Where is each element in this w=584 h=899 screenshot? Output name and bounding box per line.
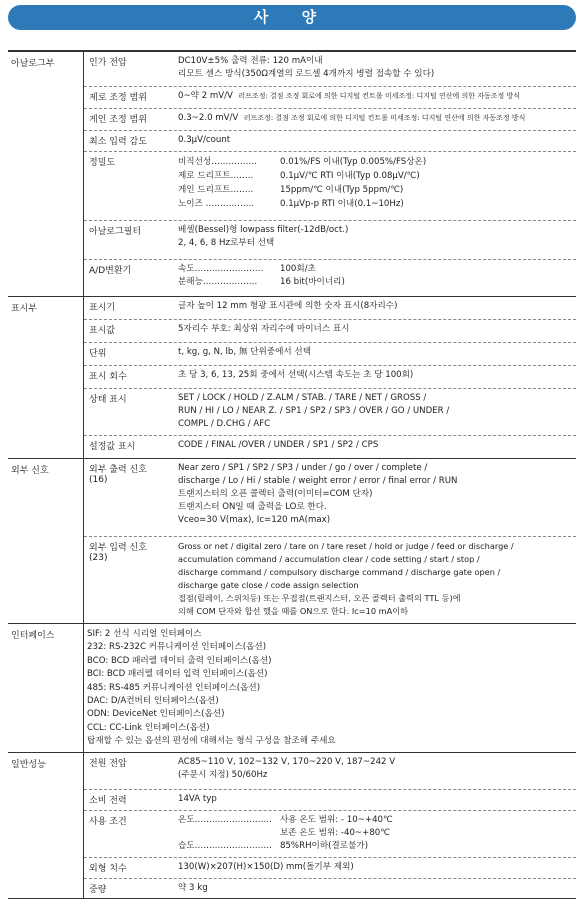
spec-table [8,50,576,899]
section-header: 아날로그부 [11,59,55,69]
section-header: 표시부 [11,304,38,314]
section-interface: 인터페이스 SIF: 2 선식 시리얼 인터페이스 232: RS-232C 커뮤니케이션 인터페이스(옵션) BCO: BCD 패러렐 데이터 출력 인터페이스(옵션) BCI: BCD 패러렐 데이터 입력 인터페이스(옵션) 485: RS-485 커뮤니케이션 인터페이스(옵션) DAC: D/A컨버터 인터페이스(옵션) ODN: DeviceNet 인터페이스(옵션) CCL: CC-Link 인터페이스(옵션) 탑재할 수 있는 옵션의 편성에 대해서는 형식 구성을 참조해 주세요 [8,624,576,753]
section-header: 일반성능 [11,760,46,770]
row-analog-filter: 아날로그필터 베셀(Bessel)형 lowpass filter(-12dB/oct.) 2, 4, 6, 8 Hz로부터 선택 [84,221,576,260]
row-status-display: 상태 표시 SET / LOCK / HOLD / Z.ALM / STAB. / TARE / NET / GROSS / RUN / HI / LO / NEAR Z. / SP1 / SP2 / SP3 / OVER / GO / UNDER / COMPL / D.CHG / AFC [84,389,576,436]
row-display-rate: 표시 회수 초 당 3, 6, 13, 25회 중에서 선택(시스템 속도는 초 당 100회) [84,366,576,389]
row-zero-adjust: 제로 조정 범위 0~약 2 mV/V 러프조정: 결점 조정 회로에 의한 디지털 컨트롤 미세조정: 디지털 연산에 의한 자동조정 방식 [84,87,576,109]
row-power-consumption: 소비 전력 14VA typ [84,790,576,811]
row-unit: 단위 t, kg, g, N, lb, 無 단위중에서 선택 [84,343,576,366]
row-gain-adjust: 게인 조정 범위 0.3~2.0 mV/V 러프조정: 결점 조정 회로에 의한 디지털 컨트롤 미세조정: 디지털 연산에 의한 자동조정 방식 [84,109,576,131]
row-display: 표시기 글자 높이 12 mm 형광 표시관에 의한 숫자 표시(8자리수) [84,297,576,320]
row-dimensions: 외형 치수 130(W)×207(H)×150(D) mm(돌기부 제외) [84,858,576,879]
row-external-output: 외부 출력 신호 (16) Near zero / SP1 / SP2 / SP3 / under / go / over / complete / discharge / Lo / Hi / stable / weight error / error / final error / RUN 트랜지스터의 오픈 콜렉터 출력(이미터=COM 단자) 트랜지스터 ON일 때 출력을 LO로 한다. Vceo=30 V(max), Ic=120 mA(max) [84,459,576,537]
row-supply-voltage: 인가 전압 DC10V±5% 출력 전류: 120 mA이내 리모트 센스 방식(350Ω계열의 로드셀 4개까지 병렬 접속할 수 있다) [84,52,576,87]
row-accuracy: 정밀도 비직선성……………. 0.01%/FS 이내(Typ 0.005%/FS상온) 제로 드리프트…….. 0.1μV/℃ RTI 이내(Typ 0.08μV/℃) 게인 드리프트…….. 15ppm/℃ 이내(Typ 5ppm/℃) 노이즈 …………….. 0.1μVp-p RTI 이내(0.1~10Hz) [84,152,576,221]
row-weight: 중량 약 3 kg [89,883,208,895]
section-display [8,297,576,459]
row-ad-converter: A/D변환기 속도…………………… 100회/초 분해능………………. 16 bit(바이너리) [89,264,345,287]
row-min-sensitivity: 최소 입력 감도 0.3μV/count [84,131,576,152]
row-power-voltage: 전원 전압 AC85~110 V, 102~132 V, 170~220 V, 187~242 V (주문시 지정) 50/60Hz [84,753,576,790]
section-header: 외부 신호 [11,466,49,476]
row-operating-conditions: 사용 조건 온도……………………… 사용 온도 범위: - 10~+40℃ 보존 온도 범위: -40~+80℃ 습도……………………… 85%RH이하(결로불가) [84,811,576,858]
spec-title-banner: 사 양 [8,5,576,30]
section-general [8,753,576,898]
section-analog [8,52,576,297]
row-display-value: 표시값 5자리수 부호: 최상위 자리수에 마이너스 표시 [84,320,576,343]
row-setting-display: 설정값 표시 CODE / FINAL /OVER / UNDER / SP1 / SP2 / CPS [89,440,379,452]
section-header: 인터페이스 [11,631,55,641]
row-external-input: 외부 입력 신호 (23) Gross or net / digital zero / tare on / tare reset / hold or judge / feed or discharge / accumulation command / accumulation clear / code setting / start / stop / discharge command / compulsory discharge command / discharge gate open / discharge gate close / code assign selection 접점(릴레이, 스위치등) 또는 무접점(트랜지스터, 오픈 콜렉터 출력의 TTL 등)에 의해 COM 단자와 합선 했을 때를 ON으로 한다. Ic=10 mA이하 [89,541,514,616]
section-external-signal [8,459,576,624]
